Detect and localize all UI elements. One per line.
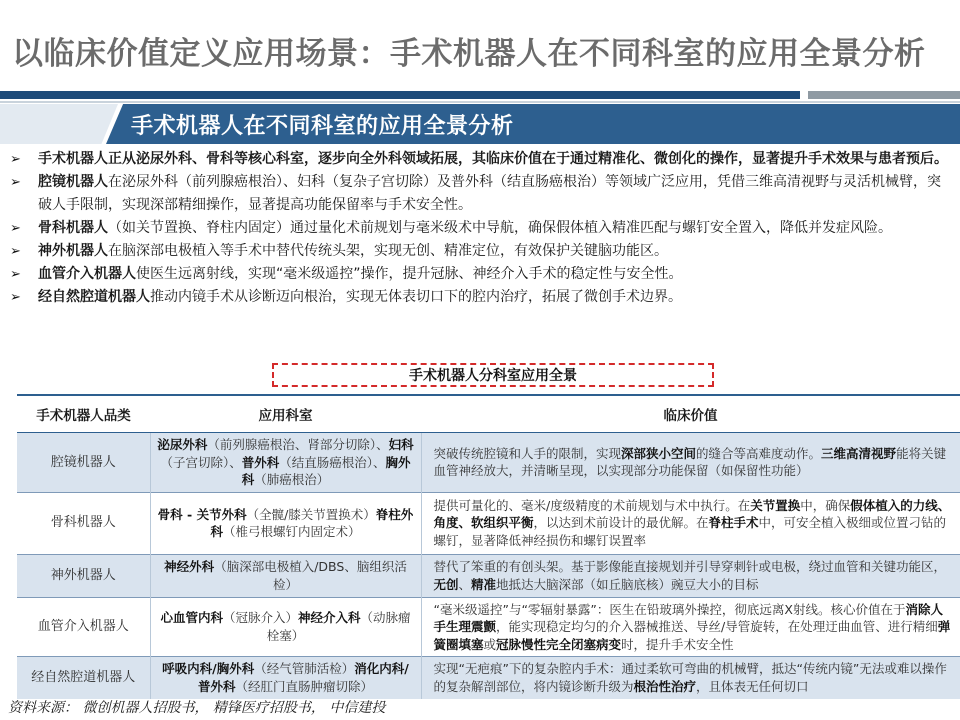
bullet-item — [8, 171, 953, 217]
emphasis-text: 关节置换 — [750, 497, 801, 513]
clinical-value-cell — [421, 433, 960, 493]
body-text: ，能实现稳定均匀的介入器械推送、导丝/导管旋转，在处理迂曲血管、进行精细 — [496, 619, 938, 634]
body-text: “毫米级遥控”与“零辐射暴露”：医生在铅玻璃外操控，彻底远离X射线。核心价值在于 — [433, 601, 906, 617]
bullet-lead: 神外机器人 — [38, 243, 108, 259]
bullet-item — [8, 217, 953, 240]
clinical-value-cell — [421, 554, 960, 597]
robot-category-cell: 腔镜机器人 — [17, 433, 150, 493]
emphasis-text: 脊柱外科 — [210, 506, 414, 539]
arrow-bullet-icon: ➢ — [10, 175, 21, 190]
emphasis-text: 心血管内科 — [160, 610, 223, 626]
emphasis-text: 三维高清视野 — [821, 445, 897, 461]
department-cell — [150, 492, 421, 554]
body-text: （经气管肺活检） — [254, 661, 355, 677]
body-text: （动脉瘤栓塞） — [266, 610, 411, 643]
body-text: 时，提升手术安全性 — [621, 636, 734, 652]
body-text: （全髋/膝关节置换术） — [246, 506, 376, 522]
emphasis-text: 神经外科 — [164, 559, 215, 574]
column-header: 临床价值 — [421, 395, 960, 433]
bullet-lead: 手术机器人正从泌尿外科、骨科等核心科室，逐步向全外科领域拓展，其临床价值在于通过精准化、微创化的操作，显著提升手术效果与患者预后。 — [38, 151, 948, 167]
body-text: （子宫切除）、 — [160, 454, 242, 470]
clinical-value-cell — [421, 492, 960, 554]
emphasis-text: 消除人手生理震颤 — [433, 601, 943, 634]
emphasis-text: 呼吸内科/胸外科 — [162, 661, 255, 677]
bullet-text: （如关节置换、脊柱内固定）通过量化术前规划与毫米级术中导航，确保假体植入精准匹配与螺钉安全置入，降低并发症风险。 — [108, 220, 892, 236]
robot-category-cell: 骨科机器人 — [17, 492, 150, 554]
body-text: （经肛门直肠肿瘤切除） — [235, 678, 374, 694]
body-text: 地抵达大脑深部（如丘脑底核）豌豆大小的目标 — [496, 576, 759, 592]
body-text: （结直肠癌根治）、 — [279, 454, 386, 470]
table-row — [17, 492, 960, 554]
body-text: 替代了笨重的有创头架。基于影像能直接规划并引导穿刺针或电极，绕过血管和关键功能区， — [433, 559, 947, 574]
bullet-lead: 血管介入机器人 — [38, 266, 136, 282]
emphasis-text: 骨科 - 关节外科 — [157, 506, 247, 522]
body-text: 或 — [483, 636, 497, 652]
clinical-value-cell — [421, 597, 960, 657]
application-table — [17, 394, 960, 699]
bullet-item — [8, 148, 953, 171]
body-text: 突破传统腔镜和人手的限制，实现 — [433, 445, 622, 461]
emphasis-text: 神经介入科 — [298, 610, 361, 626]
robot-category-cell: 血管介入机器人 — [17, 597, 150, 657]
arrow-bullet-icon: ➢ — [10, 244, 21, 259]
emphasis-text: 无创 — [433, 576, 459, 592]
bullet-item — [8, 240, 953, 263]
emphasis-text: 胸外科 — [241, 454, 411, 487]
emphasis-text: 普外科 — [241, 454, 280, 470]
arrow-bullet-icon: ➢ — [10, 221, 21, 236]
banner-wedge-decoration — [0, 104, 118, 144]
arrow-bullet-icon: ➢ — [10, 152, 21, 167]
source-note: 资料来源： 微创机器人招股书， 精锋医疗招股书， 中信建投 — [8, 700, 386, 716]
department-cell — [150, 657, 421, 699]
section-banner — [0, 104, 960, 144]
bullet-text: 推动内镜手术从诊断迈向根治，实现无体表切口下的腔内治疗，拓展了微创手术边界。 — [150, 289, 682, 305]
body-text: 中，确保 — [800, 497, 851, 513]
emphasis-text: 消化内科/普外科 — [197, 661, 409, 694]
body-text: 的缝合等高难度动作。 — [696, 445, 822, 461]
body-text: （前列腺癌根治、肾部分切除）、 — [207, 437, 389, 452]
column-header: 手术机器人品类 — [17, 395, 150, 433]
body-text: （脑深部电极植入/DBS、脑组织活检） — [214, 559, 407, 592]
body-text: 能将关键血管神经放大，并清晰呈现，以实现部分功能保留（如保留性功能） — [433, 445, 947, 479]
emphasis-text: 精准 — [471, 576, 497, 592]
table-header-row — [17, 395, 960, 433]
header-divider — [0, 91, 960, 99]
key-points-list — [8, 148, 953, 309]
body-text: （冠脉介入） — [222, 610, 298, 626]
arrow-bullet-icon: ➢ — [10, 290, 21, 305]
body-text: （肺癌根治） — [254, 472, 330, 487]
bullet-lead: 骨科机器人 — [38, 220, 108, 236]
department-cell — [150, 554, 421, 597]
section-banner-title: 手术机器人在不同科室的应用全景分析 — [131, 114, 514, 139]
body-text: （椎弓根螺钉内固定术） — [223, 524, 361, 539]
bullet-lead: 腔镜机器人 — [38, 174, 108, 190]
arrow-bullet-icon: ➢ — [10, 267, 21, 282]
bullet-item — [8, 263, 953, 286]
clinical-value-cell — [421, 657, 960, 699]
table-caption-box — [272, 363, 714, 387]
body-text: 中，可安全植入极细或位置刁钻的螺钉，显著降低神经损伤和螺钉误置率 — [433, 515, 947, 548]
page-title: 以临床价值定义应用场景：手术机器人在不同科室的应用全景分析 — [12, 36, 926, 72]
emphasis-text: 弹簧圈填塞 — [433, 619, 951, 652]
bullet-text: 使医生远离射线，实现“毫米级遥控”操作，提升冠脉、神经介入手术的稳定性与安全性。 — [136, 266, 683, 282]
table-row — [17, 433, 960, 493]
department-cell — [150, 597, 421, 657]
column-header: 应用科室 — [150, 395, 421, 433]
emphasis-text: 冠脉慢性完全闭塞病变 — [496, 636, 622, 652]
emphasis-text: 妇科 — [388, 437, 414, 452]
bullet-lead: 经自然腔道机器人 — [38, 289, 150, 305]
emphasis-text: 深部狭小空间 — [621, 445, 697, 461]
bullet-item — [8, 286, 953, 309]
body-text: 、 — [458, 576, 472, 592]
body-text: 提供可量化的、毫米/度级精度的术前规划与术中执行。在 — [433, 497, 751, 513]
robot-category-cell: 经自然腔道机器人 — [17, 657, 150, 699]
table-row — [17, 554, 960, 597]
body-text: ，且体表无任何切口 — [696, 678, 809, 694]
robot-category-cell: 神外机器人 — [17, 554, 150, 597]
body-text: ，以达到术前设计的最优解。在 — [533, 515, 709, 531]
table-row — [17, 657, 960, 699]
bullet-text: 在脑深部电极植入等手术中替代传统头架，实现无创、精准定位，有效保护关键脑功能区。 — [108, 243, 668, 259]
emphasis-text: 假体植入的力线、角度、软组织平衡 — [433, 497, 951, 531]
bullet-text: 在泌尿外科（前列腺癌根治）、妇科（复杂子宫切除）及普外科（结直肠癌根治）等领域广泛应用，凭借三维高清视野与灵活机械臂，突破人手限制，实现深部精细操作，显著提高功能保留率与手术安全性。 — [38, 174, 941, 213]
body-text: 实现“无疤痕”下的复杂腔内手术：通过柔软可弯曲的机械臂，抵达“传统内镜”无法或难以操作的复杂解剖部位，将内镜诊断升级为 — [433, 661, 947, 694]
emphasis-text: 根治性治疗 — [633, 678, 697, 694]
emphasis-text: 泌尿外科 — [157, 437, 208, 452]
table-row — [17, 597, 960, 657]
emphasis-text: 脊柱手术 — [708, 515, 759, 531]
table-caption: 手术机器人分科室应用全景 — [409, 368, 577, 384]
department-cell — [150, 433, 421, 493]
